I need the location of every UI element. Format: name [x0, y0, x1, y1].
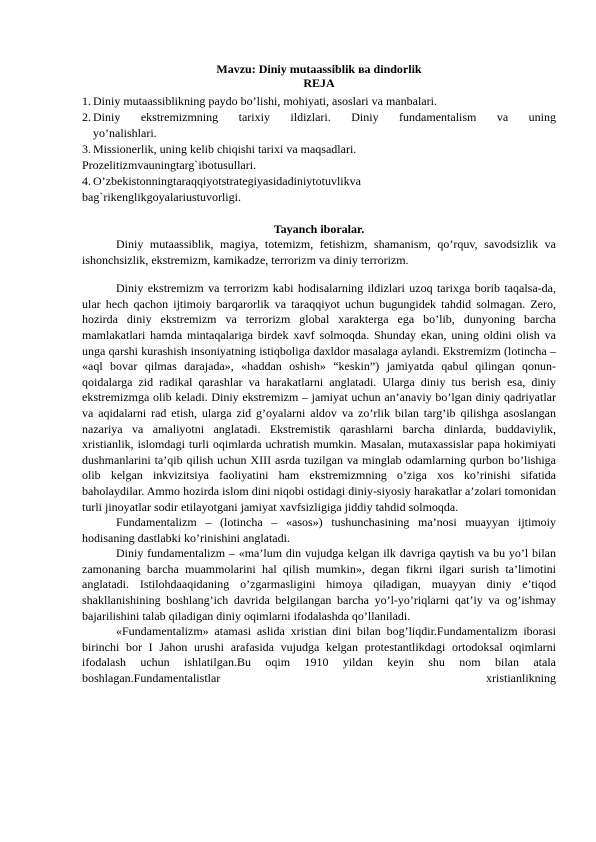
document-page [82, 62, 556, 687]
plan-item: 1. Diniy mutaassiblikning paydo bo’lishi, mohiyati, asoslari va manbalari. [82, 94, 437, 108]
plan-item: 2. Diniy ekstremizmning tarixiy ildizlari. Diniy fundamentalism va uning yo’nalishlari. [82, 110, 556, 140]
plan-item: Prozelitizmvauningtarg`ibotusullari. [82, 158, 257, 172]
body-paragraph: Diniy ekstremizm va terrorizm kabi hodisalarning ildizlari uzoq tarixga borib taqalsa-da, ular hech qachon ijtimoiy barqarorlik va taraqqiyot uchun bugungidek tahdid solmagan. Zero, hozirda diniy ekstremizm va terrorizm global xarakterga ega bo’lib, dunyoning barcha mamlakatlari hamda mintaqalariga birdek xavf solmoqda. Shunday ekan, uning oldini olish va unga qarshi kurashish insoniyatning istiqboliga daxldor masalaga aylandi. Ekstremizm (lotincha – «aql bovar qilmas darajada», «haddan oshish» “keskin”) jamiyatda qabul qilingan qonun-qoidalarga zid radikal qarashlar va harakatlarni anglatadi. Ularga diniy tus berish esa, diniy ekstremizmga olib keladi. Diniy ekstremizm – jamiyat uchun an’anaviy bo’lgan diniy qadriyatlar va aqidalarni rad etish, ularga zid g’oyalarni aldov va zo’rlik bilan targ’ib qilishga asoslangan nazariya va amaliyotni anglatadi. Ekstremistik qarashlarni barcha dinlarda, buddaviylik, xristianlik, islomdagi turli oqimlarda uchratish mumkin. Masalan, mutaxassislar papa hokimiyati dushmanlarini ta’qib qilish uchun XIII asrda tuzilgan va minglab odamlarning qurbon bo’lishiga olib kelgan inkvizitsiya faoliyatini ham ekstremizmning o’ziga xos ko’rinishi sifatida baholaydilar. Ammo hozirda islom dini niqobi ostidagi diniy-siyosiy harakatlar a’zolari tomonidan turli jinoyatlar sodir etilayotgani jamiyat xavfsizligiga jiddiy tahdid solmoqda. [82, 281, 556, 514]
body-paragraph: Fundamentalizm – (lotincha – «asos») tushunchasining ma’nosi muayyan ijtimoiy hodisaning dastlabki ko’rinishini anglatadi. [82, 515, 556, 545]
plan-item: bag`rikenglikgoyalariustuvorligi. [82, 190, 241, 204]
body-paragraph: «Fundamentalizm» atamasi aslida xristian dini bilan bog’liqdir.Fundamentalizm iborasi birinchi bor I Jahon urushi arafasida vujudga kelgan protestantlikdagi ortodoksal oqimlarni ifodalash uchun ishlatilgan.Bu oqim 1910 yildan keyin shu nom bilan atala boshlagan.Fundamentalistlar xristianlikning [82, 624, 556, 686]
plan-list [82, 93, 556, 205]
document-title: Mavzu: Diniy mutaassiblik вa dindorlik [216, 62, 422, 76]
plan-heading: REJA [303, 76, 335, 90]
body-paragraph: Diniy fundamentalizm – «ma’lum din vujudga kelgan ilk davriga qaytish va bu yo’l bilan zamonaning barcha muammolarini hal qilish mumkin», degan fikrni ilgari surish ta’limotini anglatadi. Istilohdaaqidaning o’zgarmasligini himoya qiladigan, muayyan diniy e’tiqod shakllanishining boshlang’ich davrida belgilangan barcha yo’l-yo’riqlarni qat’iy va og’ishmay bajarilishini talab qiladigan diniy oqimlarni ifodalashda qo’llaniladi. [82, 546, 556, 623]
plan-item: 3. Missionerlik, uning kelib chiqishi tarixi va maqsadlari. [82, 142, 357, 156]
section-heading: Tayanch iboralar. [273, 222, 365, 236]
plan-item: 4. O’zbekistonningtaraqqiyotstrategiyasidadiniytotuvlikva [82, 174, 361, 188]
keywords-paragraph: Diniy mutaassiblik, magiya, totemizm, fetishizm, shamanism, qo’rquv, savodsizlik va ishonchsizlik, ekstremizm, kamikadze, terrorizm va diniy terrorizm. [82, 237, 556, 267]
